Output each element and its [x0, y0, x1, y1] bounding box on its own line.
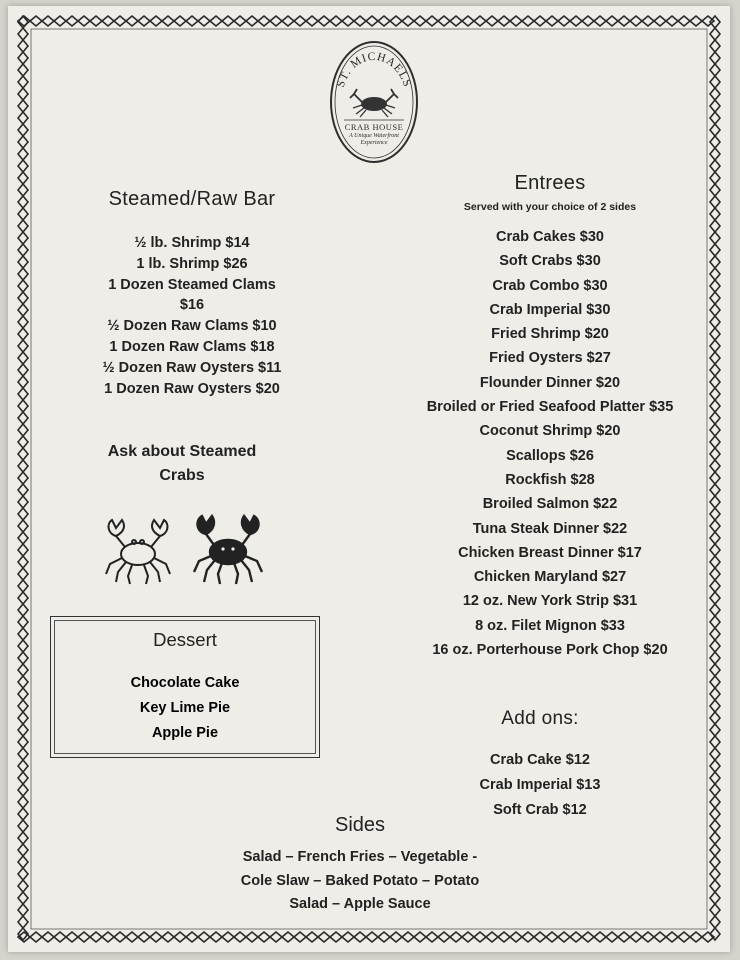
border-diamond	[666, 932, 678, 942]
border-diamond	[18, 568, 28, 580]
border-diamond	[710, 844, 720, 856]
border-diamond	[18, 508, 28, 520]
border-diamond	[18, 376, 28, 388]
border-diamond	[710, 676, 720, 688]
border-diamond	[138, 16, 150, 26]
border-diamond	[710, 712, 720, 724]
list-item: Chicken Breast Dinner $17	[458, 544, 642, 561]
border-diamond	[18, 280, 28, 292]
border-diamond	[690, 932, 702, 942]
border-diamond	[546, 16, 558, 26]
border-diamond	[282, 932, 294, 942]
border-diamond	[150, 16, 162, 26]
border-diamond	[690, 16, 702, 26]
border-diamond	[522, 932, 534, 942]
sides-line: Cole Slaw – Baked Potato – Potato	[240, 872, 480, 889]
border-diamond	[270, 16, 282, 26]
border-diamond	[18, 304, 28, 316]
steamed-crabs-note-line: Ask about Steamed	[107, 443, 257, 460]
border-diamond	[18, 232, 28, 244]
border-diamond	[18, 844, 28, 856]
border-diamond	[710, 16, 720, 28]
border-diamond	[18, 400, 28, 412]
border-diamond	[710, 832, 720, 844]
border-diamond	[210, 16, 222, 26]
border-diamond	[270, 932, 282, 942]
border-diamond	[138, 932, 150, 942]
border-diamond	[174, 16, 186, 26]
border-diamond	[18, 172, 28, 184]
border-diamond	[18, 124, 28, 136]
list-item: Soft Crabs $30	[499, 253, 601, 270]
border-diamond	[462, 932, 474, 942]
border-diamond	[18, 904, 28, 916]
border-diamond	[710, 892, 720, 904]
list-item: Apple Pie	[151, 725, 219, 741]
border-diamond	[246, 932, 258, 942]
border-diamond	[710, 40, 720, 52]
crab-illustrations	[100, 510, 270, 586]
list-item: Crab Cake $12	[490, 752, 590, 768]
border-diamond	[186, 16, 198, 26]
border-diamond	[18, 328, 28, 340]
list-item: Crab Cakes $30	[495, 229, 604, 245]
border-diamond	[18, 208, 28, 220]
border-diamond	[66, 16, 78, 26]
border-diamond	[18, 340, 28, 352]
list-item: 12 oz. New York Strip $31	[462, 593, 638, 610]
border-diamond	[42, 932, 54, 942]
border-diamond	[498, 932, 510, 942]
dessert-title: Dessert	[153, 629, 217, 650]
border-diamond	[42, 16, 54, 26]
add-ons-section	[440, 708, 640, 823]
border-diamond	[18, 664, 28, 676]
list-item: 1 Dozen Raw Clams $18	[109, 338, 275, 355]
border-diamond	[18, 676, 28, 688]
border-diamond	[606, 16, 618, 26]
sides-line: Salad – Apple Sauce	[289, 896, 431, 912]
border-diamond	[294, 932, 306, 942]
add-ons-title: Add ons:	[501, 708, 579, 729]
border-diamond	[18, 40, 28, 52]
border-diamond	[18, 436, 28, 448]
border-diamond	[90, 932, 102, 942]
border-diamond	[546, 932, 558, 942]
border-diamond	[114, 932, 126, 942]
list-item: Chicken Maryland $27	[473, 569, 627, 586]
border-diamond	[18, 532, 28, 544]
logo-tagline-2: Experience	[360, 140, 388, 146]
border-diamond	[18, 868, 28, 880]
border-diamond	[534, 16, 546, 26]
border-diamond	[678, 16, 690, 26]
border-diamond	[426, 932, 438, 942]
border-diamond	[102, 16, 114, 26]
border-diamond	[642, 16, 654, 26]
border-diamond	[234, 932, 246, 942]
border-diamond	[306, 16, 318, 26]
border-diamond	[710, 748, 720, 760]
list-item: ½ Dozen Raw Clams $10	[107, 318, 277, 335]
logo-tagline-1: A Unique Waterfront	[349, 133, 399, 139]
border-diamond	[198, 932, 210, 942]
logo-crab-icon	[350, 89, 398, 117]
border-diamond	[18, 580, 28, 592]
border-diamond	[78, 932, 90, 942]
border-diamond	[54, 16, 66, 26]
border-diamond	[710, 916, 720, 928]
border-diamond	[18, 472, 28, 484]
list-item: Crab Combo $30	[492, 277, 608, 294]
border-diamond	[710, 784, 720, 796]
border-diamond	[18, 496, 28, 508]
border-diamond	[18, 700, 28, 712]
border-diamond	[710, 160, 720, 172]
border-diamond	[18, 76, 28, 88]
border-diamond	[618, 932, 630, 942]
restaurant-logo	[328, 38, 420, 166]
border-diamond	[366, 932, 378, 942]
border-diamond	[18, 820, 28, 832]
border-diamond	[18, 220, 28, 232]
border-diamond	[710, 772, 720, 784]
border-diamond	[486, 932, 498, 942]
border-diamond	[450, 932, 462, 942]
entrees-subtitle: Served with your choice of 2 sides	[463, 201, 637, 213]
border-diamond	[30, 932, 42, 942]
dessert-section	[50, 616, 320, 758]
border-diamond	[78, 16, 90, 26]
border-diamond	[18, 28, 28, 40]
border-diamond	[666, 16, 678, 26]
list-item: Fried Shrimp $20	[491, 326, 609, 343]
border-diamond	[710, 52, 720, 64]
border-diamond	[18, 724, 28, 736]
border-diamond	[438, 16, 450, 26]
border-diamond	[18, 100, 28, 112]
sides-list	[200, 846, 520, 917]
border-diamond	[498, 16, 510, 26]
border-diamond	[18, 364, 28, 376]
border-diamond	[18, 736, 28, 748]
border-diamond	[558, 932, 570, 942]
entrees-list	[380, 225, 720, 662]
border-diamond	[594, 16, 606, 26]
border-diamond	[390, 932, 402, 942]
border-diamond	[378, 16, 390, 26]
border-diamond	[30, 16, 42, 26]
list-item: 1 Dozen Raw Oysters $20	[104, 380, 280, 397]
border-diamond	[710, 880, 720, 892]
border-diamond	[222, 932, 234, 942]
add-ons-list	[440, 748, 640, 823]
border-diamond	[318, 16, 330, 26]
svg-text:ST. MICHAELS: ST. MICHAELS	[334, 50, 414, 89]
border-diamond	[450, 16, 462, 26]
border-diamond	[18, 316, 28, 328]
border-diamond	[710, 736, 720, 748]
steamed-raw-bar-section	[62, 188, 322, 399]
border-diamond	[18, 796, 28, 808]
border-diamond	[18, 592, 28, 604]
border-diamond	[342, 932, 354, 942]
border-diamond	[710, 88, 720, 100]
list-item: 16 oz. Porterhouse Pork Chop $20	[432, 642, 668, 659]
border-diamond	[18, 88, 28, 100]
border-diamond	[210, 932, 222, 942]
border-diamond	[18, 628, 28, 640]
border-diamond	[710, 664, 720, 676]
border-diamond	[18, 652, 28, 664]
border-diamond	[678, 932, 690, 942]
border-diamond	[18, 352, 28, 364]
logo-oval	[328, 38, 420, 166]
logo-subtitle: CRAB HOUSE	[344, 122, 404, 132]
border-diamond	[18, 832, 28, 844]
list-item: Crab Imperial $30	[489, 301, 611, 318]
border-diamond	[570, 16, 582, 26]
border-diamond	[654, 932, 666, 942]
border-diamond	[18, 808, 28, 820]
border-diamond	[630, 932, 642, 942]
border-diamond	[294, 16, 306, 26]
sides-line: Salad – French Fries – Vegetable -	[242, 849, 478, 865]
border-diamond	[582, 932, 594, 942]
border-diamond	[710, 136, 720, 148]
border-diamond	[366, 16, 378, 26]
border-diamond	[18, 256, 28, 268]
border-diamond	[710, 124, 720, 136]
border-diamond	[126, 16, 138, 26]
border-diamond	[18, 484, 28, 496]
border-diamond	[710, 856, 720, 868]
border-diamond	[378, 932, 390, 942]
border-diamond	[18, 244, 28, 256]
border-diamond	[486, 16, 498, 26]
border-diamond	[150, 932, 162, 942]
border-diamond	[282, 16, 294, 26]
border-diamond	[258, 16, 270, 26]
border-diamond	[18, 544, 28, 556]
border-diamond	[18, 616, 28, 628]
border-diamond	[18, 916, 28, 928]
steamed-crabs-note-line: Crabs	[159, 467, 205, 484]
border-diamond	[710, 148, 720, 160]
list-item: Soft Crab $12	[493, 802, 587, 818]
border-diamond	[162, 16, 174, 26]
border-diamond	[582, 16, 594, 26]
border-diamond	[18, 268, 28, 280]
crab-filled-icon	[194, 516, 262, 584]
border-diamond	[654, 16, 666, 26]
steamed-raw-bar-list	[62, 233, 322, 399]
border-diamond	[710, 808, 720, 820]
border-diamond	[390, 16, 402, 26]
border-diamond	[330, 932, 342, 942]
list-item: Broiled Salmon $22	[482, 496, 618, 513]
list-item: Rockfish $28	[505, 471, 595, 488]
border-diamond	[18, 64, 28, 76]
border-diamond	[162, 932, 174, 942]
border-diamond	[18, 784, 28, 796]
entrees-section	[380, 172, 720, 662]
border-diamond	[594, 932, 606, 942]
border-diamond	[18, 196, 28, 208]
list-item: $16	[179, 297, 205, 314]
border-diamond	[710, 820, 720, 832]
border-diamond	[90, 16, 102, 26]
border-diamond	[510, 932, 522, 942]
border-diamond	[18, 184, 28, 196]
border-diamond	[18, 460, 28, 472]
border-diamond	[710, 100, 720, 112]
sides-title: Sides	[334, 814, 386, 836]
border-diamond	[402, 932, 414, 942]
list-item: Crab Imperial $13	[479, 777, 601, 793]
border-diamond	[710, 724, 720, 736]
border-diamond	[354, 932, 366, 942]
border-diamond	[18, 136, 28, 148]
list-item: 1 Dozen Steamed Clams	[108, 276, 276, 293]
border-diamond	[174, 932, 186, 942]
steamed-raw-bar-title: Steamed/Raw Bar	[108, 188, 276, 210]
list-item: Broiled or Fried Seafood Platter $35	[426, 399, 674, 416]
list-item: Key Lime Pie	[139, 700, 231, 716]
border-diamond	[18, 880, 28, 892]
border-diamond	[710, 796, 720, 808]
border-diamond	[18, 448, 28, 460]
border-diamond	[18, 604, 28, 616]
list-item: 8 oz. Filet Mignon $33	[475, 617, 625, 634]
border-diamond	[318, 932, 330, 942]
border-diamond	[618, 16, 630, 26]
border-diamond	[522, 16, 534, 26]
border-diamond	[18, 856, 28, 868]
border-diamond	[534, 932, 546, 942]
border-diamond	[354, 16, 366, 26]
border-diamond	[18, 412, 28, 424]
border-diamond	[18, 148, 28, 160]
border-diamond	[710, 76, 720, 88]
border-diamond	[18, 772, 28, 784]
border-diamond	[54, 932, 66, 942]
dessert-list	[51, 671, 319, 746]
border-diamond	[426, 16, 438, 26]
border-diamond	[474, 932, 486, 942]
list-item: Scallops $26	[506, 447, 594, 464]
border-diamond	[710, 112, 720, 124]
border-diamond	[630, 16, 642, 26]
border-diamond	[710, 28, 720, 40]
border-diamond	[330, 16, 342, 26]
border-diamond	[18, 640, 28, 652]
border-diamond	[642, 932, 654, 942]
border-diamond	[710, 64, 720, 76]
border-diamond	[342, 16, 354, 26]
border-diamond	[234, 16, 246, 26]
border-diamond	[474, 16, 486, 26]
list-item: Flounder Dinner $20	[479, 374, 621, 391]
list-item: ½ Dozen Raw Oysters $11	[102, 359, 282, 376]
border-diamond	[710, 760, 720, 772]
border-diamond	[114, 16, 126, 26]
crab-outline-icon	[106, 520, 170, 584]
border-diamond	[510, 16, 522, 26]
border-diamond	[18, 292, 28, 304]
border-diamond	[18, 424, 28, 436]
border-diamond	[710, 688, 720, 700]
border-diamond	[570, 932, 582, 942]
border-diamond	[18, 160, 28, 172]
list-item: Tuna Steak Dinner $22	[472, 520, 628, 537]
border-diamond	[18, 688, 28, 700]
border-diamond	[606, 932, 618, 942]
border-diamond	[126, 932, 138, 942]
border-diamond	[462, 16, 474, 26]
border-diamond	[18, 712, 28, 724]
list-item: Coconut Shrimp $20	[479, 423, 621, 440]
border-diamond	[102, 932, 114, 942]
border-diamond	[18, 748, 28, 760]
list-item: Fried Oysters $27	[489, 350, 611, 367]
border-diamond	[710, 904, 720, 916]
border-diamond	[306, 932, 318, 942]
border-diamond	[402, 16, 414, 26]
border-diamond	[18, 112, 28, 124]
list-item: Chocolate Cake	[130, 675, 240, 691]
entrees-title: Entrees	[514, 172, 586, 194]
border-diamond	[18, 892, 28, 904]
border-diamond	[414, 16, 426, 26]
border-diamond	[438, 932, 450, 942]
border-diamond	[18, 556, 28, 568]
border-diamond	[66, 932, 78, 942]
steamed-crabs-note	[82, 440, 282, 488]
border-diamond	[18, 388, 28, 400]
border-diamond	[710, 868, 720, 880]
border-diamond	[246, 16, 258, 26]
border-diamond	[222, 16, 234, 26]
list-item: ½ lb. Shrimp $14	[134, 235, 250, 251]
border-diamond	[18, 760, 28, 772]
border-diamond	[710, 700, 720, 712]
border-diamond	[414, 932, 426, 942]
border-diamond	[18, 52, 28, 64]
list-item: 1 lb. Shrimp $26	[136, 255, 248, 272]
border-diamond	[198, 16, 210, 26]
border-diamond	[258, 932, 270, 942]
border-diamond	[558, 16, 570, 26]
border-diamond	[18, 520, 28, 532]
border-diamond	[186, 932, 198, 942]
